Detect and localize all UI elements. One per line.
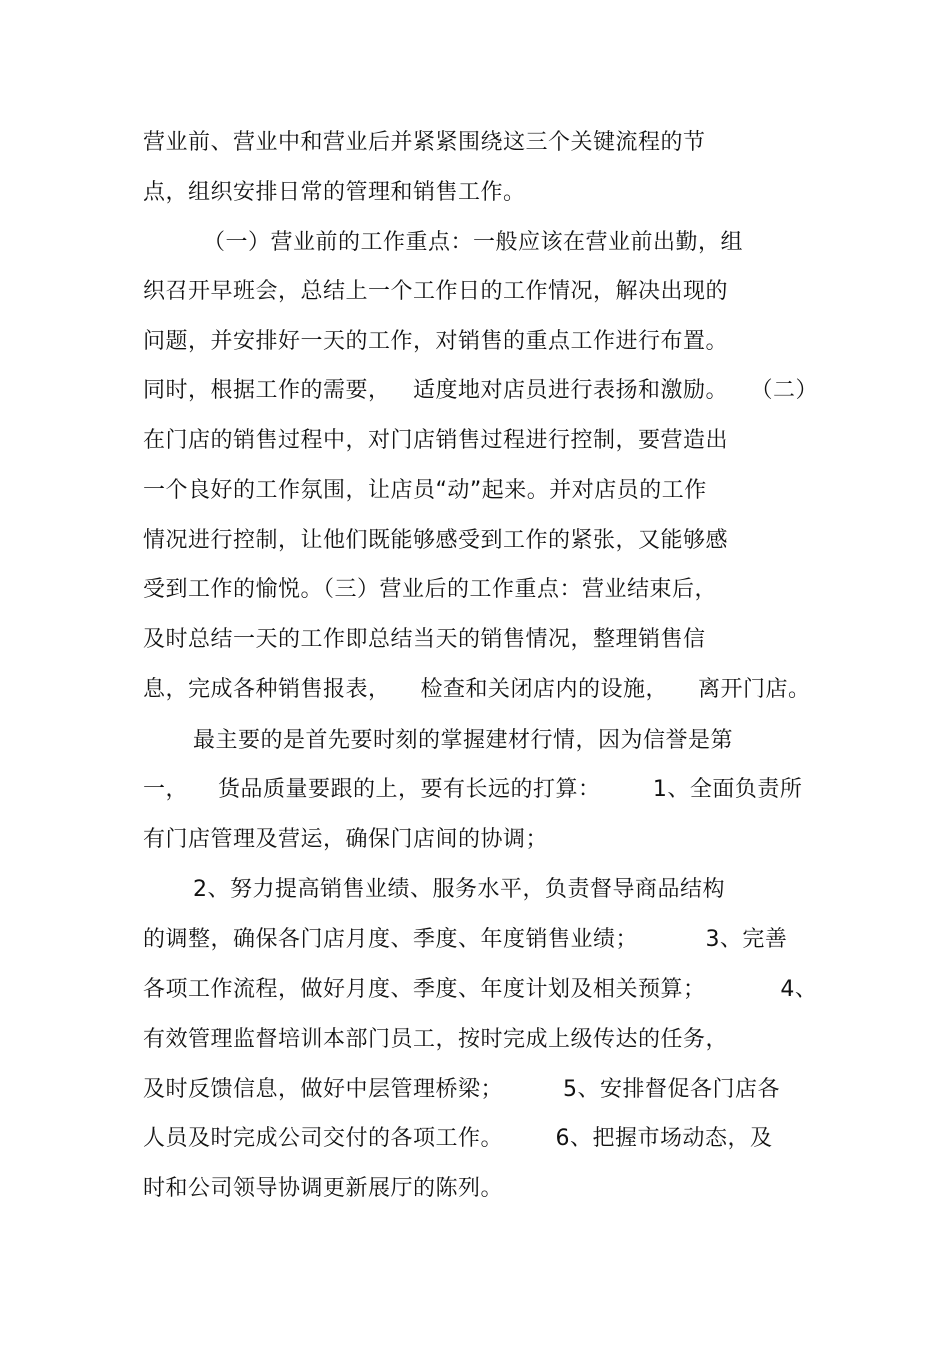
text-line: 最主要的是首先要时刻的掌握建材行情，因为信誉是第 — [193, 728, 734, 753]
text-line: 点，组织安排日常的管理和销售工作。 — [143, 180, 526, 205]
text-line: 有门店管理及营运，确保门店间的协调； — [143, 827, 549, 852]
text-line: 一个良好的工作氛围，让店员“动”起来。并对店员的工作 — [143, 478, 707, 503]
text-line: 2、努力提高销售业绩、服务水平，负责督导商品结构 — [193, 877, 725, 902]
text-line: 时和公司领导协调更新展厅的陈列。 — [143, 1176, 504, 1201]
text-line: 的调整，确保各门店月度、季度、年度销售业绩； 3、完善 — [143, 927, 788, 952]
text-line: 有效管理监督培训本部门员工，按时完成上级传达的任务， — [143, 1027, 729, 1052]
text-line: 及时反馈信息，做好中层管理桥梁； 5、安排督促各门店各 — [143, 1077, 780, 1102]
text-line: 情况进行控制，让他们既能够感受到工作的紧张，又能够感 — [143, 528, 729, 553]
text-line: 各项工作流程，做好月度、季度、年度计划及相关预算； 4、 — [143, 977, 818, 1002]
text-line: 问题，并安排好一天的工作，对销售的重点工作进行布置。 — [143, 329, 729, 354]
text-line: 同时，根据工作的需要， 适度地对店员进行表扬和激励。 （二） — [143, 378, 818, 403]
text-line: 息，完成各种销售报表， 检查和关闭店内的设施， 离开门店。 — [143, 677, 811, 702]
text-line: 及时总结一天的工作即总结当天的销售情况，整理销售信 — [143, 627, 706, 652]
text-line: 营业前、营业中和营业后并紧紧围绕这三个关键流程的节 — [143, 130, 706, 155]
text-line: 受到工作的愉悦。（三）营业后的工作重点：营业结束后， — [143, 577, 718, 602]
text-line: 在门店的销售过程中，对门店销售过程进行控制，要营造出 — [143, 428, 729, 453]
text-line: 织召开早班会，总结上一个工作日的工作情况，解决出现的 — [143, 279, 729, 304]
text-line: 人员及时完成公司交付的各项工作。 6、把握市场动态，及 — [143, 1126, 773, 1151]
text-line: 一， 货品质量要跟的上，要有长远的打算： 1、全面负责所 — [143, 777, 803, 802]
text-line: （一）营业前的工作重点：一般应该在营业前出勤，组 — [203, 230, 744, 255]
